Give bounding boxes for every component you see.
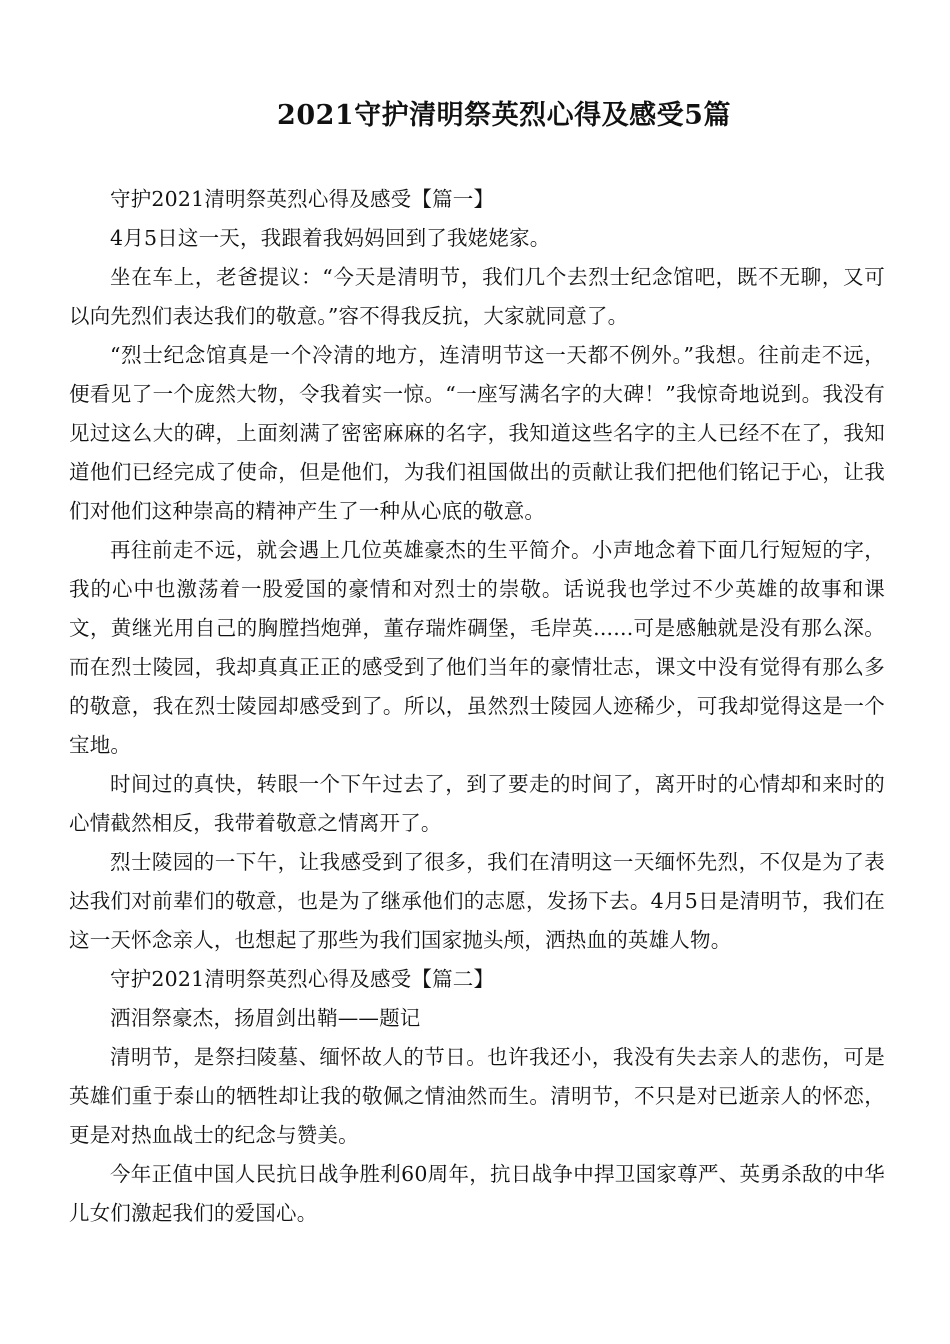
paragraph: 坐在车上，老爸提议：“今天是清明节，我们几个去烈士纪念馆吧，既不无聊，又可以向先烈们表达我们的敬意。”容不得我反抗，大家就同意了。 (69, 265, 885, 328)
paragraph-heading-1: 守护2021清明祭英烈心得及感受【篇一】 (110, 187, 495, 211)
paragraph: 今年正值中国人民抗日战争胜利60周年，抗日战争中捍卫国家尊严、英勇杀敌的中华儿女们激起我们的爱国心。 (69, 1162, 885, 1225)
paragraph: 再往前走不远，就会遇上几位英雄豪杰的生平简介。小声地念着下面几行短短的字，我的心中也激荡着一股爱国的豪情和对烈士的崇敬。话说我也学过不少英雄的故事和课文，黄继光用自己的胸膛挡炮弹，董存瑞炸碉堡，毛岸英......可是感触就是没有那么深。而在烈士陵园，我却真真正正的感受到了他们当年的豪情壮志，课文中没有觉得有那么多的敬意，我在烈士陵园却感受到了。所以，虽然烈士陵园人迹稀少，可我却觉得这是一个宝地。 (69, 538, 885, 757)
paragraph: “烈士纪念馆真是一个冷清的地方，连清明节这一天都不例外。”我想。往前走不远，便看见了一个庞然大物，令我着实一惊。“一座写满名字的大碑！”我惊奇地说到。我没有见过这么大的碑，上面刻满了密密麻麻的名字，我知道这些名字的主人已经不在了，我知道他们已经完成了使命，但是他们，为我们祖国做出的贡献让我们把他们铭记于心，让我们对他们这种崇高的精神产生了一种从心底的敬意。 (69, 343, 885, 523)
paragraph-heading-2: 守护2021清明祭英烈心得及感受【篇二】 (110, 967, 495, 991)
paragraph: 时间过的真快，转眼一个下午过去了，到了要走的时间了，离开时的心情却和来时的心情截然相反，我带着敬意之情离开了。 (69, 772, 885, 835)
paragraph: 清明节，是祭扫陵墓、缅怀故人的节日。也许我还小，我没有失去亲人的悲伤，可是英雄们重于泰山的牺牲却让我的敬佩之情油然而生。清明节，不只是对已逝亲人的怀恋，更是对热血战士的纪念与赞美。 (69, 1045, 885, 1147)
document-body (69, 180, 885, 1233)
paragraph-epigraph: 洒泪祭豪杰，扬眉剑出鞘——题记 (110, 1006, 421, 1030)
document-title: 2021守护清明祭英烈心得及感受5篇 (277, 100, 731, 131)
paragraph: 烈士陵园的一下午，让我感受到了很多，我们在清明这一天缅怀先烈，不仅是为了表达我们对前辈们的敬意，也是为了继承他们的志愿，发扬下去。4月5日是清明节，我们在这一天怀念亲人，也想起了那些为我们国家抛头颅，洒热血的英雄人物。 (69, 850, 885, 952)
paragraph: 4月5日这一天，我跟着我妈妈回到了我姥姥家。 (110, 226, 551, 250)
